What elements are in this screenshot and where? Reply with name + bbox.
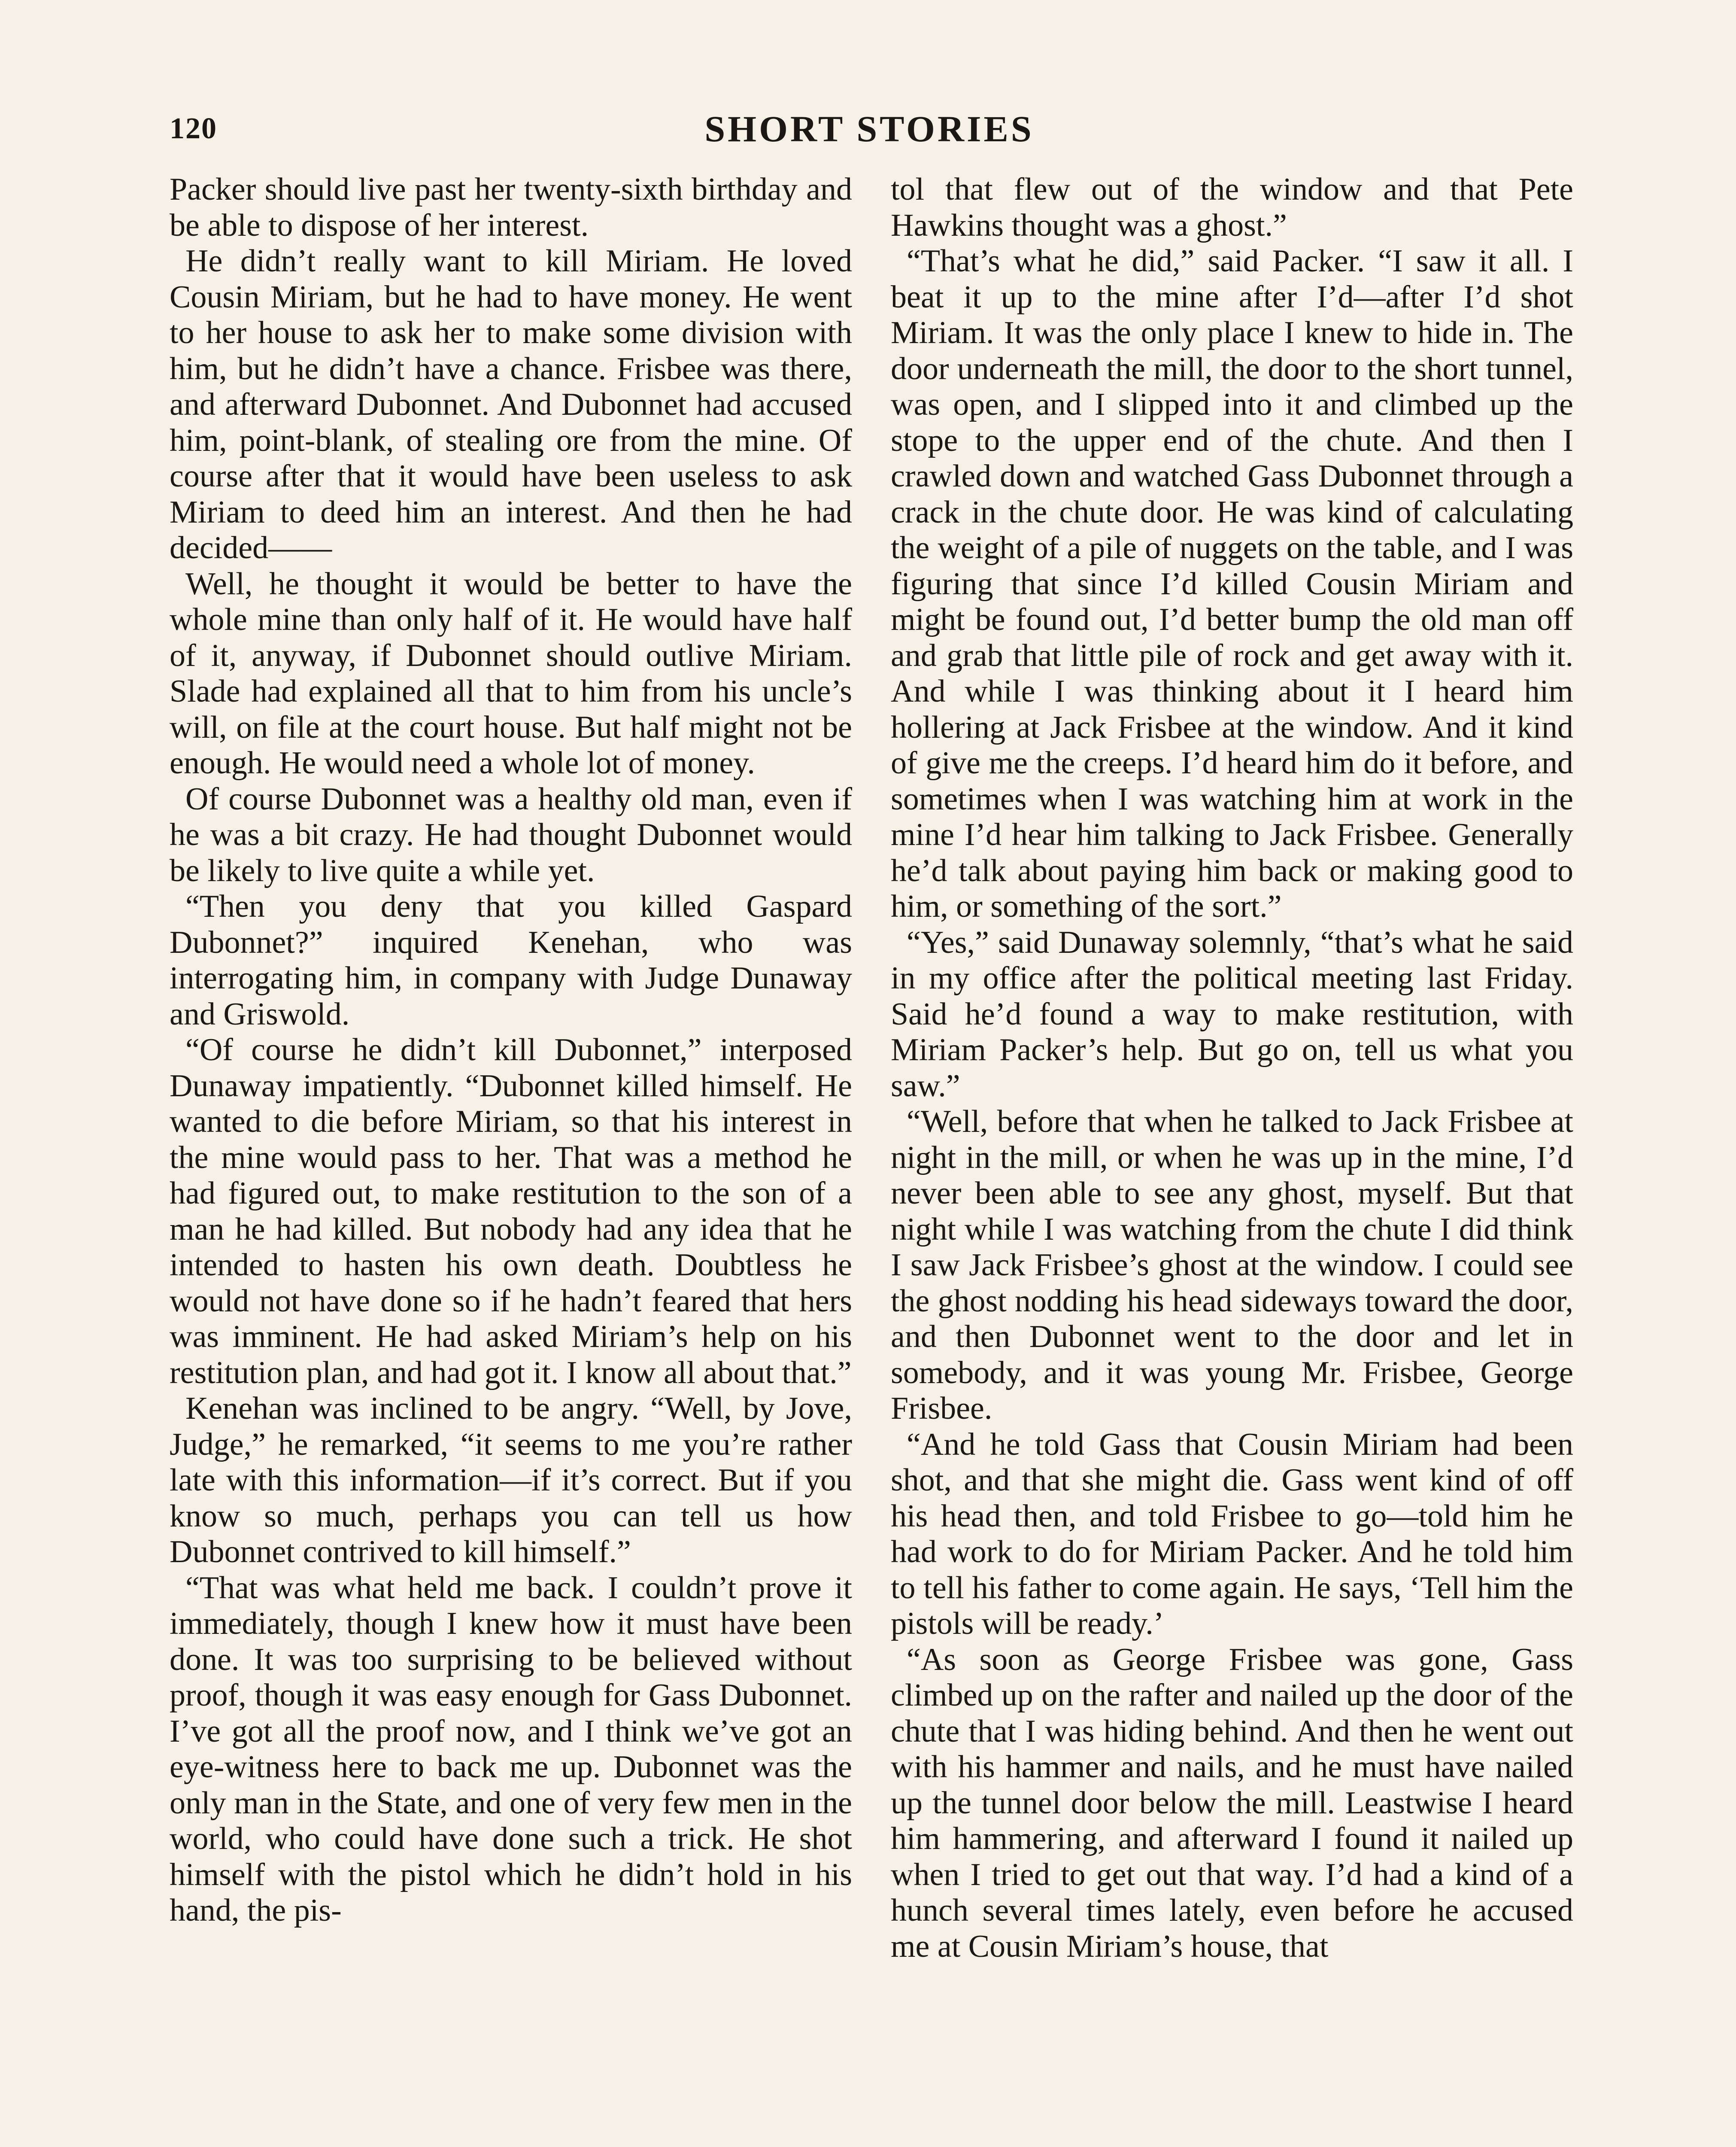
paragraph: “As soon as George Frisbee was gone, Gass climbed up on the rafter and nailed up the door of the chute that I was hiding behind. And then he went out with his hammer and nails, and he must have nailed up the tunnel door below the mill. Leastwise I heard him hammering, and afterward I found it nailed up when I tried to get out that way. I’d had a kind of a hunch several times lately, even before he accused me at Cousin Miriam’s house, that xyxy=(891,1642,1573,1964)
running-head xyxy=(170,107,1569,159)
paragraph: “Yes,” said Dunaway solemnly, “that’s what he said in my office after the political meeting last Friday. Said he’d found a way to make restitution, with Miriam Packer’s help. But go on, tell us what you saw.” xyxy=(891,924,1573,1104)
paragraph: He didn’t really want to kill Miriam. He loved Cousin Miriam, but he had to have money. He went to her house to ask her to make some division with him, but he didn’t have a chance. Frisbee was there, and afterward Dubonnet. And Dubonnet had accused him, point-blank, of stealing ore from the mine. Of course after that it would have been useless to ask Miriam to deed him an interest. And then he had decided—— xyxy=(170,243,852,566)
paragraph: “Of course he didn’t kill Dubonnet,” interposed Dunaway impatiently. “Dubonnet killed himself. He wanted to die before Miriam, so that his interest in the mine would pass to her. That was a method he had figured out, to make restitution to the son of a man he had killed. But nobody had any idea that he intended to hasten his own death. Doubtless he would not have done so if he hadn’t feared that hers was imminent. He had asked Miriam’s help on his restitution plan, and had got it. I know all about that.” xyxy=(170,1032,852,1390)
magazine-title: SHORT STORIES xyxy=(704,108,1034,149)
paragraph: “And he told Gass that Cousin Miriam had been shot, and that she might die. Gass went kind of off his head then, and told Frisbee to go—told him he had work to do for Miriam Packer. And he told him to tell his father to come again. He says, ‘Tell him the pistols will be ready.’ xyxy=(891,1426,1573,1641)
paragraph: “That’s what he did,” said Packer. “I saw it all. I beat it up to the mine after I’d—after I’d shot Miriam. It was the only place I knew to hide in. The door underneath the mill, the door to the short tunnel, was open, and I slipped into it and climbed up the stope to the upper end of the chute. And then I crawled down and watched Gass Dubonnet through a crack in the chute door. He was kind of calculating the weight of a pile of nuggets on the table, and I was figuring that since I’d killed Cousin Miriam and might be found out, I’d better bump the old man off and grab that little pile of rock and get away with it. And while I was thinking about it I heard him hollering at Jack Frisbee at the window. And it kind of give me the creeps. I’d heard him do it before, and sometimes when I was watching him at work in the mine I’d hear him talking to Jack Frisbee. Generally he’d talk about paying him back or making good to him, or something of the sort.” xyxy=(891,243,1573,924)
paragraph: “Then you deny that you killed Gaspard Dubonnet?” inquired Kenehan, who was interrogating him, in company with Judge Dunaway and Griswold. xyxy=(170,889,852,1032)
paragraph: Of course Dubonnet was a healthy old man, even if he was a bit crazy. He had thought Dubonnet would be likely to live quite a while yet. xyxy=(170,781,852,888)
paragraph: tol that flew out of the window and that Pete Hawkins thought was a ghost.” xyxy=(891,172,1573,243)
paragraph: Well, he thought it would be better to have the whole mine than only half of it. He would have half of it, anyway, if Dubonnet should outlive Miriam. Slade had explained all that to him from his uncle’s will, on file at the court house. But half might not be enough. He would need a whole lot of money. xyxy=(170,566,852,781)
paragraph: “Well, before that when he talked to Jack Frisbee at night in the mill, or when he was up in the mine, I’d never been able to see any ghost, myself. But that night while I was watching from the chute I did think I saw Jack Frisbee’s ghost at the window. I could see the ghost nodding his head sideways toward the door, and then Dubonnet went to the door and let in somebody, and it was young Mr. Frisbee, George Frisbee. xyxy=(891,1104,1573,1426)
left-column xyxy=(170,172,852,2147)
paragraph: Packer should live past her twenty-sixth birthday and be able to dispose of her interest. xyxy=(170,172,852,243)
paragraph: “That was what held me back. I couldn’t prove it immediately, though I knew how it must have been done. It was too surprising to be believed without proof, though it was easy enough for Gass Dubonnet. I’ve got all the proof now, and I think we’ve got an eye-witness here to back me up. Dubonnet was the only man in the State, and one of very few men in the world, who could have done such a trick. He shot himself with the pistol which he didn’t hold in his hand, the pis- xyxy=(170,1570,852,1928)
right-column xyxy=(891,172,1573,2147)
paragraph: Kenehan was inclined to be angry. “Well, by Jove, Judge,” he remarked, “it seems to me you’re rather late with this information—if it’s correct. But if you know so much, perhaps you can tell us how Dubonnet contrived to kill himself.” xyxy=(170,1391,852,1569)
page-number: 120 xyxy=(170,112,217,145)
